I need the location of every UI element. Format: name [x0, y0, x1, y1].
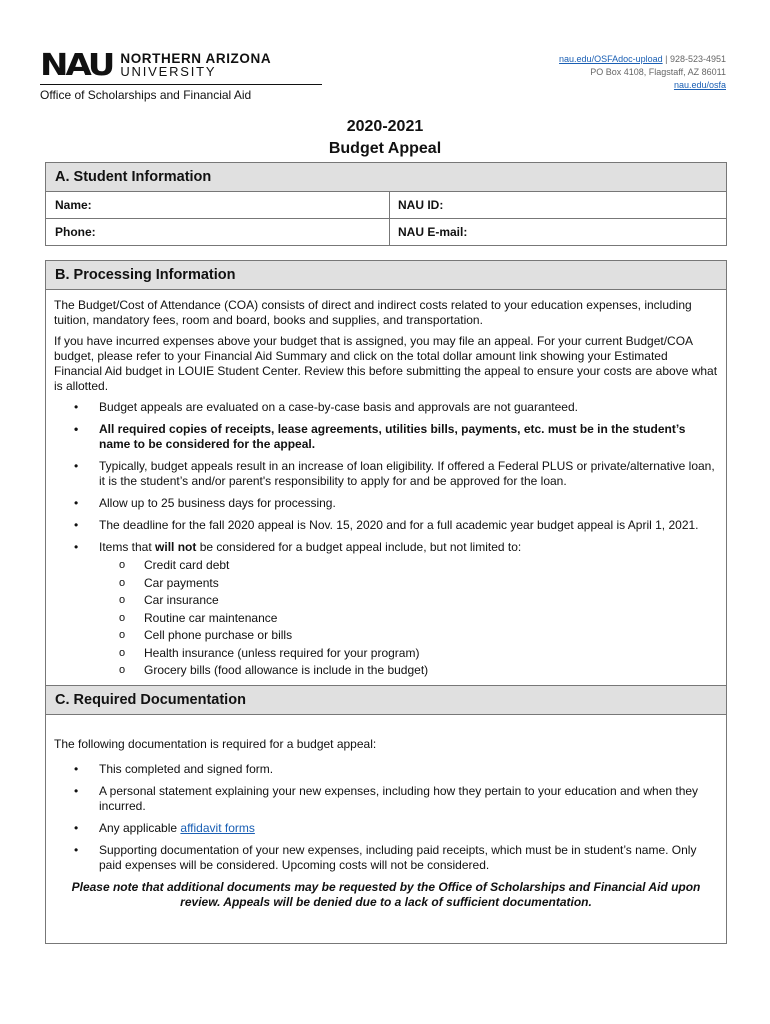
documentation-note: Please note that additional documents may be requested by the Office of Scholarships and Financial Aid upon review. Appeals will be denied due to a lack of sufficient documentation.	[71, 879, 701, 909]
affidavit-forms-link[interactable]: affidavit forms	[180, 820, 255, 835]
excluded-item: o Car payments	[99, 575, 718, 593]
documentation-intro: The following documentation is required for a budget appeal:	[54, 736, 377, 751]
name-label: Name:	[55, 198, 92, 212]
appeal-paragraph: If you have incurred expenses above your budget that is assigned, you may file an appeal. For your current Budget/COA budget, please refer to your Financial Aid Summary and click on the total dollar amount link showing your Estimated Financial Aid budget in LOUIE Student Center. Review this before submitting the appeal to ensure your costs are above what is allotted.	[54, 334, 718, 393]
logo-divider	[40, 84, 322, 85]
upload-link[interactable]: nau.edu/OSFAdoc-upload	[559, 54, 663, 64]
coa-paragraph: The Budget/Cost of Attendance (COA) consists of direct and indirect costs related to your education expenses, including tuition, mandatory fees, room and board, books and supplies, and transportation.	[54, 298, 692, 327]
documentation-body	[46, 715, 726, 873]
phone-number: | 928-523-4951	[662, 54, 726, 64]
excluded-item: o Health insurance (unless required for your program)	[99, 645, 718, 663]
excluded-item: o Grocery bills (food allowance is include in the budget)	[99, 662, 718, 680]
logo-wordmark	[120, 52, 271, 78]
email-label: NAU E-mail:	[398, 225, 468, 239]
section-a-heading: A. Student Information	[46, 163, 726, 192]
excluded-items-list	[99, 557, 718, 680]
documentation-bullets	[54, 762, 718, 873]
logo-line-northern-arizona: NORTHERN ARIZONA	[120, 51, 272, 66]
form-row-name	[46, 192, 726, 219]
excluded-item: o Credit card debt	[99, 557, 718, 575]
title-name: Budget Appeal	[328, 140, 442, 157]
mailing-address: PO Box 4108, Flagstaff, AZ 86011	[590, 67, 726, 77]
excluded-item: o Car insurance	[99, 592, 718, 610]
bullet3-text: Any applicable	[99, 820, 181, 835]
processing-documentation-section	[45, 260, 727, 944]
student-information-section	[45, 162, 727, 246]
section-c-heading: C. Required Documentation	[46, 685, 726, 715]
list-item	[54, 540, 718, 680]
page-title	[0, 116, 770, 160]
processing-bullets	[54, 400, 718, 680]
bullet6-text-bold: will not	[155, 540, 197, 554]
nau-logo-mark: NAU	[40, 47, 113, 83]
website-link[interactable]: nau.edu/osfa	[673, 80, 726, 90]
processing-body	[46, 290, 726, 680]
office-name: Office of Scholarships and Financial Aid	[40, 88, 252, 102]
nau-id-label: NAU ID:	[398, 198, 444, 212]
bullet6-text-pre: Items that	[99, 540, 156, 554]
excluded-item: o Cell phone purchase or bills	[99, 627, 718, 645]
list-item: • Supporting documentation of your new expenses, including paid receipts, which must be in student’s name. Only paid expenses will be considered. Upcoming costs will not be considered.	[54, 843, 718, 873]
logo-line-university: UNIVERSITY	[120, 64, 217, 79]
title-year: 2020-2021	[346, 118, 424, 135]
name-field[interactable]	[46, 192, 390, 218]
list-item: • A personal statement explaining your new expenses, including how they pertain to your education and when they incurred.	[54, 784, 718, 814]
phone-field[interactable]	[46, 219, 390, 245]
contact-block	[559, 53, 726, 92]
email-field[interactable]	[390, 219, 467, 245]
nau-logo	[40, 47, 322, 85]
nau-id-field[interactable]	[390, 192, 443, 218]
excluded-item: o Routine car maintenance	[99, 610, 718, 628]
bullet6-text-post: be considered for a budget appeal include, but not limited to:	[196, 540, 522, 554]
list-item: • Budget appeals are evaluated on a case-by-case basis and approvals are not guaranteed.	[54, 400, 718, 415]
list-item	[54, 821, 718, 836]
form-row-phone	[46, 219, 726, 245]
list-item: • Allow up to 25 business days for processing.	[54, 496, 718, 511]
list-item: • The deadline for the fall 2020 appeal is Nov. 15, 2020 and for a full academic year budget appeal is April 1, 2021.	[54, 518, 718, 533]
list-item: • All required copies of receipts, lease agreements, utilities bills, payments, etc. must be in the student’s name to be considered for the appeal.	[54, 422, 718, 452]
list-item: • This completed and signed form.	[54, 762, 718, 777]
section-b-heading: B. Processing Information	[46, 261, 726, 290]
list-item: • Typically, budget appeals result in an increase of loan eligibility. If offered a Federal PLUS or private/alternative loan, it is the student’s and/or parent's responsibility to apply for and be approved for the loan.	[54, 459, 718, 489]
phone-label: Phone:	[55, 225, 96, 239]
